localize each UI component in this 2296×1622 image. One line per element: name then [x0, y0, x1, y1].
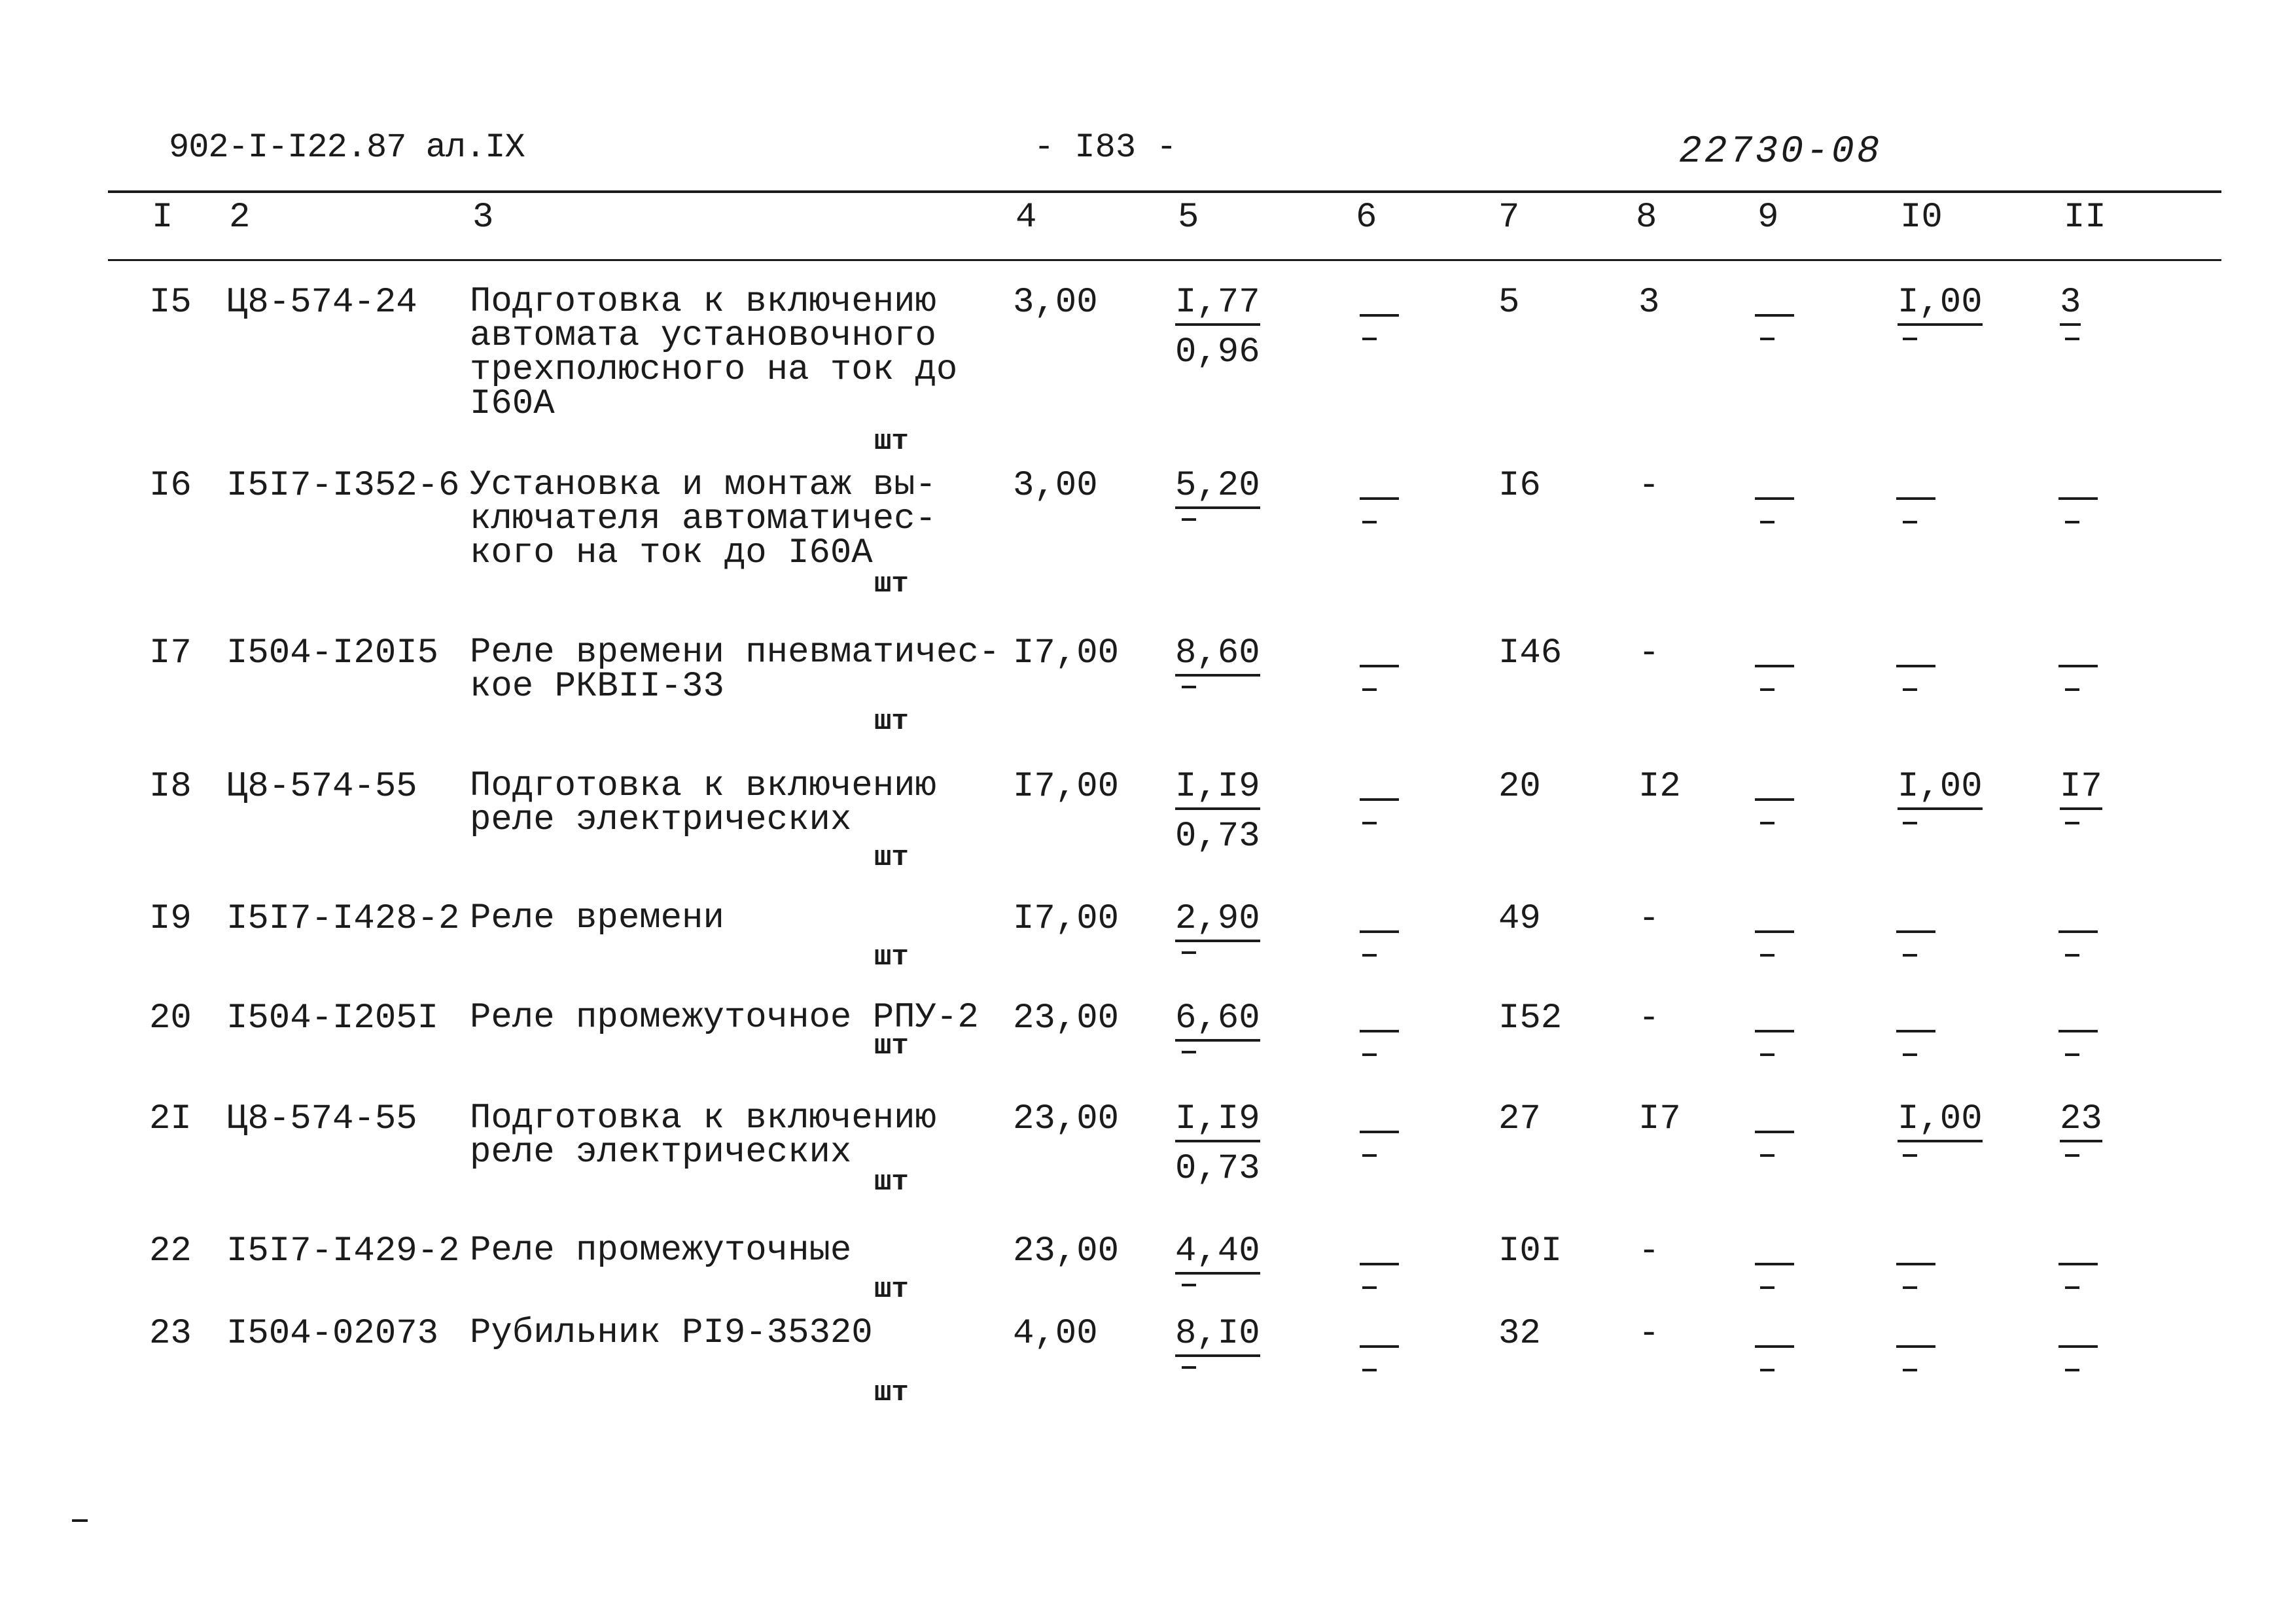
empty-value-dash — [2065, 822, 2079, 824]
total-cost: 49 — [1498, 899, 1541, 939]
empty-denominator-dash — [1182, 686, 1196, 688]
unit-label: шт — [874, 568, 909, 601]
empty-value-dash — [1760, 822, 1775, 824]
column-header: II — [2064, 198, 2106, 238]
unit-cost-wages: 0,73 — [1175, 1149, 1260, 1189]
total-cost: 27 — [1498, 1099, 1541, 1139]
empty-denominator-dash — [1182, 518, 1196, 521]
labor-per-unit: I,00 — [1898, 769, 1983, 810]
empty-value-dash — [1903, 338, 1917, 340]
work-description: Реле промежуточное РПУ-2 — [470, 998, 979, 1038]
total-cost: I46 — [1498, 633, 1563, 673]
total-cost: I0I — [1498, 1231, 1563, 1271]
labor-per-unit: I,00 — [1898, 1102, 1983, 1142]
empty-value-dash — [1362, 954, 1377, 957]
row-number: I6 — [149, 466, 192, 506]
total-cost: 5 — [1498, 283, 1520, 323]
unit-cost-total: I,77 — [1175, 285, 1260, 326]
work-description: Реле времени — [470, 898, 724, 938]
empty-value-dash — [1760, 1369, 1775, 1371]
empty-value-dash — [1903, 954, 1917, 957]
table-row — [0, 1313, 2296, 1409]
column-header: 3 — [472, 198, 494, 238]
empty-value-dash — [1362, 822, 1377, 824]
table-row — [0, 1231, 2296, 1306]
empty-denominator-dash — [1182, 951, 1196, 954]
wages-cost: - — [1638, 1314, 1660, 1354]
row-number: 23 — [149, 1314, 192, 1354]
work-description: Реле времени пневматичес- кое РКВII-33 — [470, 633, 1000, 707]
empty-value-dash — [1903, 521, 1917, 523]
row-number: I7 — [149, 633, 192, 673]
empty-value-dash — [1755, 497, 1794, 500]
quantity: I7,00 — [1013, 633, 1120, 673]
empty-value-dash — [1760, 1053, 1775, 1056]
unit-cost-wages: 0,96 — [1175, 332, 1260, 372]
empty-value-dash — [1903, 822, 1917, 824]
empty-value-dash — [1760, 1286, 1775, 1289]
price-code: Ц8-574-55 — [226, 1099, 417, 1139]
empty-value-dash — [2065, 1053, 2079, 1056]
wages-cost: - — [1638, 899, 1660, 939]
empty-value-dash — [1755, 314, 1794, 317]
table-row — [0, 766, 2296, 874]
wages-cost: - — [1638, 466, 1660, 506]
unit-label: шт — [874, 705, 909, 738]
unit-label: шт — [874, 425, 909, 458]
empty-value-dash — [1896, 1263, 1935, 1265]
empty-value-dash — [2065, 1369, 2079, 1371]
empty-value-dash — [2058, 1345, 2098, 1348]
table-row — [0, 282, 2296, 458]
header-rule — [108, 190, 2221, 193]
quantity: I7,00 — [1013, 899, 1120, 939]
total-cost: I52 — [1498, 998, 1563, 1038]
empty-value-dash — [1760, 1154, 1775, 1157]
page-number: - I83 - — [1034, 128, 1177, 167]
wages-cost: - — [1638, 998, 1660, 1038]
column-header: 4 — [1016, 198, 1037, 238]
empty-value-dash — [1755, 1345, 1794, 1348]
empty-value-dash — [2065, 1286, 2079, 1289]
unit-cost-total: 8,60 — [1175, 636, 1260, 677]
table-row — [0, 898, 2296, 974]
unit-label: шт — [874, 1030, 909, 1063]
column-header-rule — [108, 259, 2221, 261]
quantity: 4,00 — [1013, 1314, 1098, 1354]
unit-cost-total: 5,20 — [1175, 468, 1260, 509]
empty-denominator-dash — [1182, 1051, 1196, 1053]
labor-total: I7 — [2060, 769, 2102, 810]
empty-value-dash — [1903, 1154, 1917, 1157]
unit-cost-total: 8,I0 — [1175, 1316, 1260, 1357]
empty-value-dash — [1362, 1053, 1377, 1056]
table-row — [0, 998, 2296, 1063]
price-code: I5I7-I429-2 — [226, 1231, 460, 1271]
empty-value-dash — [1896, 1345, 1935, 1348]
empty-denominator-dash — [1182, 1366, 1196, 1369]
empty-value-dash — [1903, 688, 1917, 691]
unit-cost-total: I,I9 — [1175, 1102, 1260, 1142]
empty-value-dash — [2058, 1263, 2098, 1265]
price-code: Ц8-574-55 — [226, 767, 417, 807]
wages-cost: I2 — [1638, 767, 1681, 807]
row-number: 20 — [149, 998, 192, 1038]
price-code: I5I7-I352-6 — [226, 466, 460, 506]
empty-value-dash — [1903, 1286, 1917, 1289]
empty-value-dash — [1896, 930, 1935, 933]
column-header: 6 — [1356, 198, 1377, 238]
column-header: 2 — [229, 198, 251, 238]
total-cost: 32 — [1498, 1314, 1541, 1354]
unit-label: шт — [874, 941, 909, 974]
unit-label: шт — [874, 841, 909, 874]
empty-value-dash — [2058, 665, 2098, 667]
empty-value-dash — [1755, 665, 1794, 667]
quantity: 3,00 — [1013, 283, 1098, 323]
work-description: Рубильник PI9-35320 — [470, 1313, 873, 1353]
unit-cost-total: 2,90 — [1175, 902, 1260, 942]
empty-value-dash — [1362, 1154, 1377, 1157]
empty-value-dash — [2058, 1030, 2098, 1032]
empty-value-dash — [2065, 521, 2079, 523]
empty-value-dash — [1755, 930, 1794, 933]
row-number: I8 — [149, 767, 192, 807]
wages-cost: 3 — [1638, 283, 1660, 323]
wages-cost: I7 — [1638, 1099, 1681, 1139]
empty-value-dash — [2058, 930, 2098, 933]
unit-cost-total: 4,40 — [1175, 1234, 1260, 1275]
work-description: Установка и монтаж вы- ключателя автоматичес- кого на ток до I60A — [470, 465, 936, 573]
empty-value-dash — [1755, 1030, 1794, 1032]
empty-value-dash — [1362, 1286, 1377, 1289]
empty-value-dash — [1362, 688, 1377, 691]
unit-label: шт — [874, 1166, 909, 1199]
empty-value-dash — [1760, 521, 1775, 523]
margin-mark — [72, 1519, 88, 1522]
column-header: 5 — [1178, 198, 1199, 238]
quantity: 23,00 — [1013, 998, 1120, 1038]
empty-value-dash — [2065, 338, 2079, 340]
unit-cost-wages: 0,73 — [1175, 817, 1260, 856]
column-header: 8 — [1636, 198, 1657, 238]
row-number: I9 — [149, 899, 192, 939]
empty-value-dash — [1360, 1345, 1399, 1348]
quantity: 23,00 — [1013, 1099, 1120, 1139]
empty-value-dash — [1362, 338, 1377, 340]
document-number: 22730-08 — [1679, 131, 1882, 173]
empty-value-dash — [1755, 1131, 1794, 1133]
unit-cost-total: 6,60 — [1175, 1001, 1260, 1042]
empty-value-dash — [1360, 930, 1399, 933]
row-number: I5 — [149, 283, 192, 323]
empty-value-dash — [1755, 798, 1794, 801]
row-number: 2I — [149, 1099, 192, 1139]
empty-value-dash — [1362, 1369, 1377, 1371]
empty-value-dash — [1360, 1263, 1399, 1265]
empty-value-dash — [1360, 798, 1399, 801]
price-code: I504-I205I — [226, 998, 439, 1038]
price-code: I504-02073 — [226, 1314, 439, 1354]
wages-cost: - — [1638, 1231, 1660, 1271]
column-header: 9 — [1757, 198, 1779, 238]
quantity: I7,00 — [1013, 767, 1120, 807]
empty-value-dash — [1755, 1263, 1794, 1265]
document-code: 902-I-I22.87 ал.IX — [169, 128, 525, 167]
quantity: 3,00 — [1013, 466, 1098, 506]
column-header: 7 — [1498, 198, 1520, 238]
quantity: 23,00 — [1013, 1231, 1120, 1271]
work-description: Подготовка к включению автомата установочного трехполюсного на ток до I60A — [470, 282, 958, 424]
empty-value-dash — [1360, 1030, 1399, 1032]
labor-total: 23 — [2060, 1102, 2102, 1142]
empty-value-dash — [2058, 497, 2098, 500]
labor-per-unit: I,00 — [1898, 285, 1983, 326]
unit-label: шт — [874, 1273, 909, 1306]
empty-value-dash — [1760, 338, 1775, 340]
table-row — [0, 465, 2296, 601]
table-row — [0, 1099, 2296, 1199]
empty-value-dash — [2065, 1154, 2079, 1157]
price-code: I5I7-I428-2 — [226, 899, 460, 939]
empty-value-dash — [1903, 1369, 1917, 1371]
labor-total: 3 — [2060, 285, 2081, 326]
empty-value-dash — [1362, 521, 1377, 523]
empty-value-dash — [1896, 665, 1935, 667]
work-description: Реле промежуточные — [470, 1231, 852, 1271]
price-code: Ц8-574-24 — [226, 283, 417, 323]
price-code: I504-I20I5 — [226, 633, 439, 673]
empty-value-dash — [1896, 1030, 1935, 1032]
total-cost: I6 — [1498, 466, 1541, 506]
empty-value-dash — [1760, 688, 1775, 691]
empty-value-dash — [1360, 497, 1399, 500]
empty-value-dash — [1360, 665, 1399, 667]
empty-value-dash — [1760, 954, 1775, 957]
column-header: I — [152, 198, 173, 238]
work-description: Подготовка к включению реле электрических — [470, 1099, 936, 1172]
empty-value-dash — [2065, 688, 2079, 691]
empty-value-dash — [2065, 954, 2079, 957]
wages-cost: - — [1638, 633, 1660, 673]
empty-value-dash — [1903, 1053, 1917, 1056]
empty-value-dash — [1896, 497, 1935, 500]
row-number: 22 — [149, 1231, 192, 1271]
empty-value-dash — [1360, 1131, 1399, 1133]
empty-denominator-dash — [1182, 1284, 1196, 1286]
empty-value-dash — [1360, 314, 1399, 317]
column-header: I0 — [1900, 198, 1943, 238]
total-cost: 20 — [1498, 767, 1541, 807]
table-row — [0, 633, 2296, 738]
unit-cost-total: I,I9 — [1175, 769, 1260, 810]
work-description: Подготовка к включению реле электрических — [470, 766, 936, 840]
unit-label: шт — [874, 1377, 909, 1409]
